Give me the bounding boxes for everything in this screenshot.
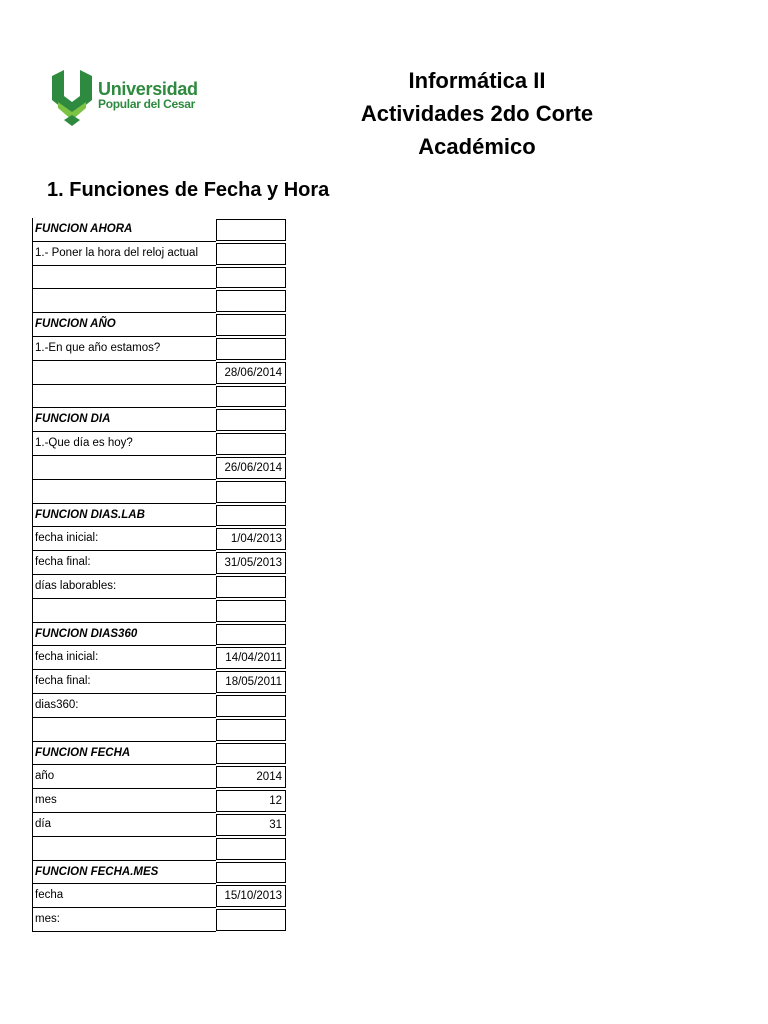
label-cell[interactable]: fecha [32,884,216,908]
table-row [32,527,288,551]
value-cell[interactable]: 26/06/2014 [216,457,286,479]
value-cell[interactable]: 28/06/2014 [216,362,286,384]
function-header-row [32,408,288,432]
university-logo [48,68,208,128]
value-cell[interactable] [216,290,286,312]
value-cell[interactable] [216,267,286,289]
label-cell[interactable]: fecha final: [32,670,216,694]
function-name-cell[interactable]: FUNCION DIAS.LAB [32,504,216,528]
logo-name: Universidad [98,79,198,99]
table-row [32,837,288,861]
value-cell[interactable]: 2014 [216,766,286,788]
spreadsheet-table [32,218,288,932]
label-cell[interactable]: fecha inicial: [32,527,216,551]
label-cell[interactable]: día [32,813,216,837]
function-header-row [32,218,288,242]
value-cell[interactable] [216,481,286,503]
function-name-cell[interactable]: FUNCION FECHA.MES [32,861,216,885]
table-row [32,432,288,456]
label-cell[interactable]: año [32,765,216,789]
table-row [32,551,288,575]
table-row [32,599,288,623]
table-row [32,456,288,480]
label-cell[interactable] [32,385,216,409]
label-cell[interactable]: 1.-Que día es hoy? [32,432,216,456]
value-cell[interactable] [216,909,286,931]
value-cell[interactable] [216,338,286,360]
value-cell[interactable]: 31/05/2013 [216,552,286,574]
function-name-cell[interactable]: FUNCION AÑO [32,313,216,337]
label-cell[interactable] [32,480,216,504]
function-header-row [32,861,288,885]
value-cell[interactable] [216,386,286,408]
table-row [32,789,288,813]
table-row [32,718,288,742]
value-cell[interactable] [216,433,286,455]
label-cell[interactable]: fecha final: [32,551,216,575]
table-row [32,884,288,908]
value-cell[interactable] [216,219,286,241]
label-cell[interactable]: fecha inicial: [32,646,216,670]
value-cell[interactable] [216,695,286,717]
function-header-row [32,623,288,647]
value-cell[interactable] [216,243,286,265]
table-row [32,337,288,361]
section-heading: 1. Funciones de Fecha y Hora [47,179,330,201]
table-row [32,361,288,385]
label-cell[interactable] [32,361,216,385]
label-cell[interactable] [32,289,216,313]
label-cell[interactable] [32,599,216,623]
table-row [32,242,288,266]
value-cell[interactable] [216,862,286,884]
table-row [32,765,288,789]
table-row [32,908,288,932]
table-row [32,694,288,718]
value-cell[interactable] [216,719,286,741]
function-header-row [32,504,288,528]
value-cell[interactable]: 15/10/2013 [216,885,286,907]
value-cell[interactable]: 31 [216,814,286,836]
value-cell[interactable] [216,624,286,646]
function-header-row [32,313,288,337]
function-header-row [32,742,288,766]
label-cell[interactable]: mes: [32,908,216,932]
function-name-cell[interactable]: FUNCION FECHA [32,742,216,766]
document-title [300,64,654,163]
table-row [32,480,288,504]
label-cell[interactable]: 1.-En que año estamos? [32,337,216,361]
logo-subname: Popular del Cesar [98,97,195,111]
label-cell[interactable] [32,718,216,742]
table-row [32,289,288,313]
value-cell[interactable]: 12 [216,790,286,812]
label-cell[interactable]: mes [32,789,216,813]
value-cell[interactable]: 1/04/2013 [216,528,286,550]
function-name-cell[interactable]: FUNCION AHORA [32,218,216,242]
label-cell[interactable] [32,837,216,861]
label-cell[interactable] [32,456,216,480]
table-row [32,670,288,694]
table-row [32,575,288,599]
function-name-cell[interactable]: FUNCION DIA [32,408,216,432]
university-emblem-icon [48,68,96,128]
label-cell[interactable]: días laborables: [32,575,216,599]
table-row [32,813,288,837]
value-cell[interactable] [216,576,286,598]
table-row [32,385,288,409]
table-row [32,646,288,670]
value-cell[interactable] [216,743,286,765]
value-cell[interactable]: 18/05/2011 [216,671,286,693]
label-cell[interactable] [32,266,216,290]
label-cell[interactable]: dias360: [32,694,216,718]
course-title: Informática II [408,68,546,93]
value-cell[interactable] [216,505,286,527]
value-cell[interactable] [216,314,286,336]
activity-title: Actividades 2do Corte Académico [360,101,594,159]
label-cell[interactable]: 1.- Poner la hora del reloj actual [32,242,216,266]
value-cell[interactable] [216,600,286,622]
value-cell[interactable]: 14/04/2011 [216,647,286,669]
value-cell[interactable] [216,409,286,431]
function-name-cell[interactable]: FUNCION DIAS360 [32,623,216,647]
value-cell[interactable] [216,838,286,860]
table-row [32,266,288,290]
